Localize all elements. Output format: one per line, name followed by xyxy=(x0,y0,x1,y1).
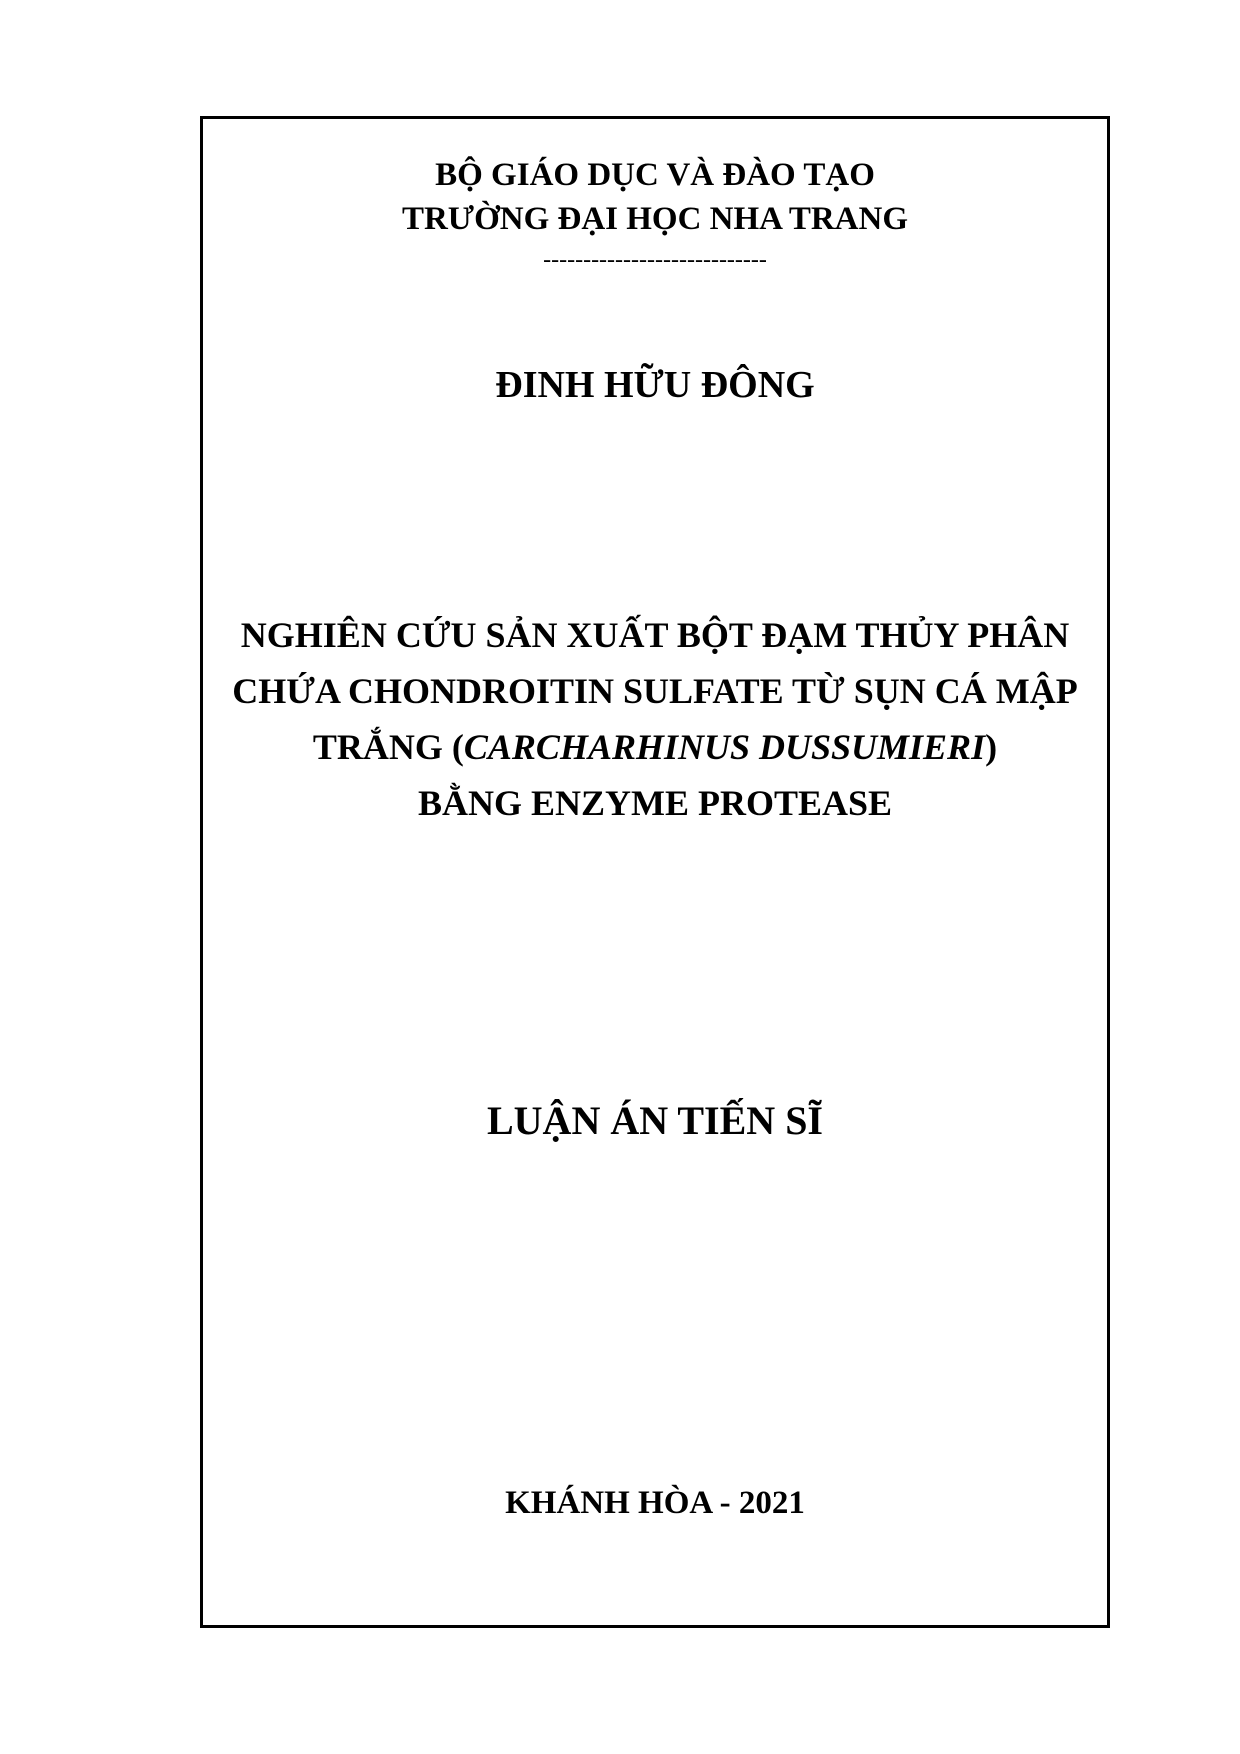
title-line-3-prefix: TRẮNG ( xyxy=(312,727,464,767)
title-line-1: NGHIÊN CỨU SẢN XUẤT BỘT ĐẠM THỦY PHÂN xyxy=(240,615,1070,655)
title-line-4: BẰNG ENZYME PROTEASE xyxy=(417,783,893,823)
author-name: ĐINH HỮU ĐÔNG xyxy=(495,364,815,406)
place-year: KHÁNH HÒA - 2021 xyxy=(505,1485,805,1521)
title-line-3-suffix: ) xyxy=(985,727,998,767)
header-divider: ---------------------------- xyxy=(543,247,767,273)
thesis-title xyxy=(203,607,1107,831)
cover-frame xyxy=(200,116,1110,1628)
title-line-2: CHỨA CHONDROITIN SULFATE TỪ SỤN CÁ MẬP xyxy=(232,671,1078,711)
species-name: CARCHARHINUS DUSSUMIERI xyxy=(463,727,986,767)
degree-label: LUẬN ÁN TIẾN SĨ xyxy=(486,1098,823,1143)
university-name: TRƯỜNG ĐẠI HỌC NHA TRANG xyxy=(401,201,909,237)
ministry-name: BỘ GIÁO DỤC VÀ ĐÀO TẠO xyxy=(435,157,875,193)
title-line-3 xyxy=(203,719,1107,775)
